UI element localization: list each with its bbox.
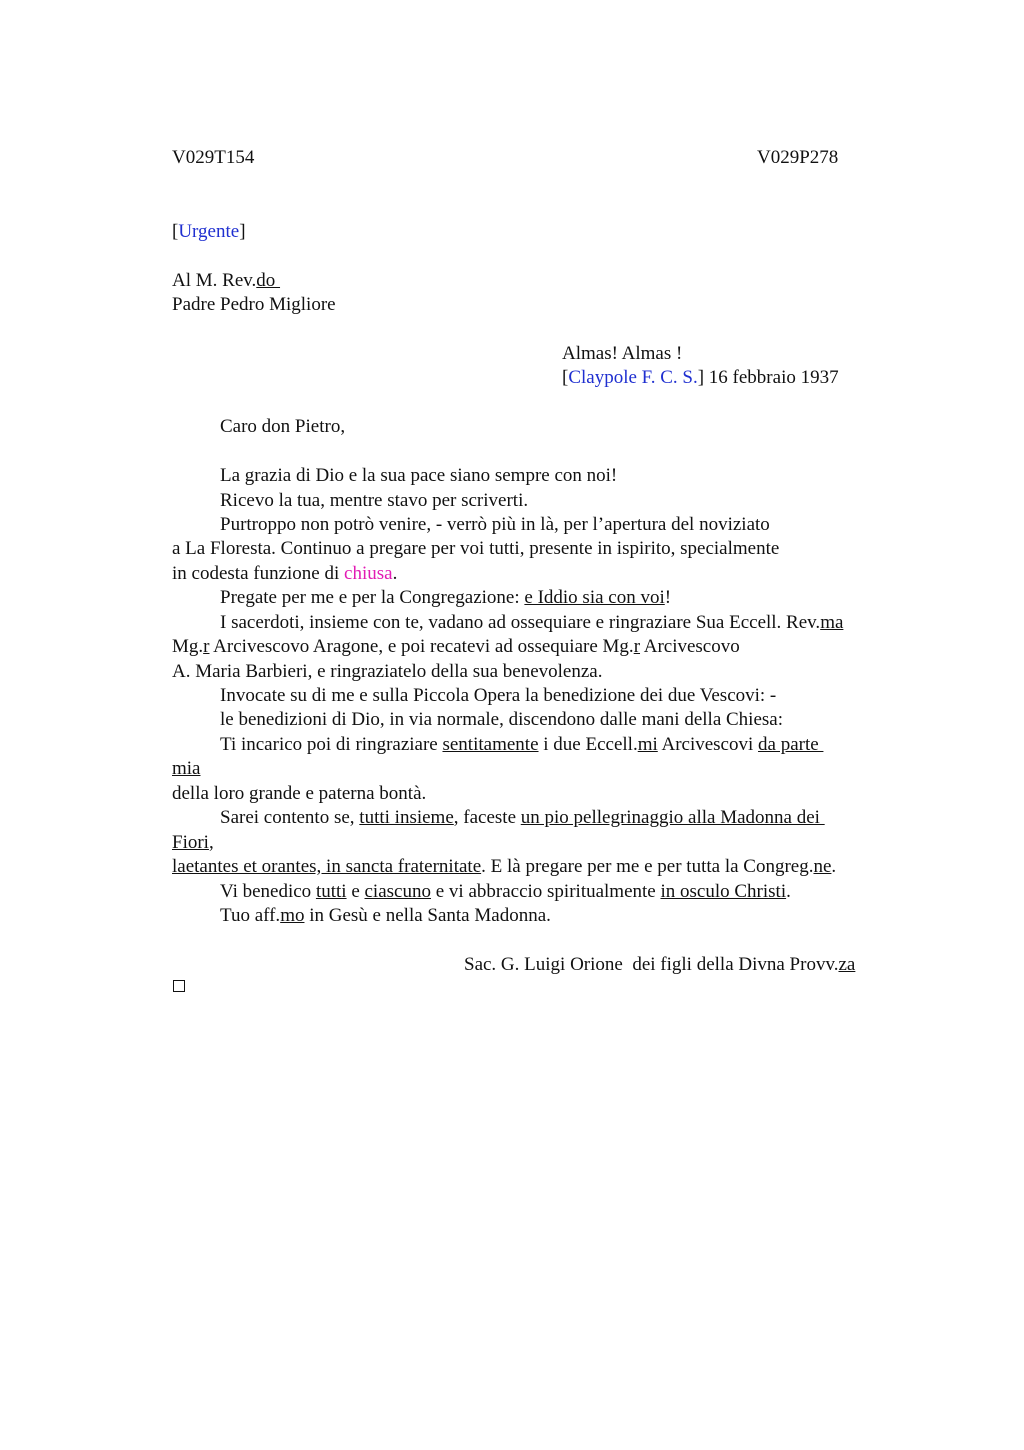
text-run: Arcivescovo xyxy=(640,636,740,657)
addressee-line-1 xyxy=(172,270,280,292)
underlined-text: za xyxy=(838,954,856,975)
underlined-text: laetantes et orantes, in sancta fraternitate xyxy=(172,856,482,877)
body-line xyxy=(220,587,671,609)
addressee-line-2: Padre Pedro Migliore xyxy=(172,294,336,315)
letter-date: 16 febbraio 1937 xyxy=(704,367,839,388)
underlined-text: mi xyxy=(637,734,658,755)
bracket-open: [ xyxy=(562,367,569,388)
underlined-text: mia xyxy=(172,758,201,779)
signature-text: Sac. G. Luigi Orione dei figli della Divna Provv. xyxy=(464,954,839,975)
urgent-note xyxy=(172,221,246,243)
body-line xyxy=(172,856,836,878)
text-run: i due Eccell. xyxy=(538,734,638,755)
underlined-text: tutti insieme xyxy=(359,807,454,828)
text-run: . E là pregare per me e per tutta la Congreg. xyxy=(481,856,814,877)
body-line xyxy=(220,612,843,634)
motto: Almas! Almas ! xyxy=(562,343,683,364)
underlined-text: tutti xyxy=(315,881,347,902)
text-run: , xyxy=(208,832,214,853)
doc-code-right: V029P278 xyxy=(757,147,839,168)
text-run: Ti incarico poi di ringraziare xyxy=(220,734,443,755)
checkbox-square-icon xyxy=(173,980,185,992)
underlined-text: ma xyxy=(820,612,844,633)
text-run: I sacerdoti, insieme con te, vadano ad ossequiare e ringraziare Sua Eccell. Rev. xyxy=(220,612,821,633)
underlined-text: r xyxy=(203,636,210,657)
text-run: ! xyxy=(664,587,672,608)
body-line: della loro grande e paterna bontà. xyxy=(172,783,427,804)
text-run: in codesta funzione di xyxy=(172,563,345,584)
text-run: Arcivescovo Aragone, e poi recatevi ad ossequiare Mg. xyxy=(209,636,634,657)
underlined-text: ciascuno xyxy=(364,881,431,902)
place-date xyxy=(562,367,839,389)
bracket-open: [ xyxy=(172,221,179,242)
underlined-text: sentitamente xyxy=(442,734,539,755)
text-run: . xyxy=(786,881,791,902)
text-run: in Gesù e nella Santa Madonna. xyxy=(304,905,551,926)
text-run: Tuo aff. xyxy=(220,905,281,926)
body-line: A. Maria Barbieri, e ringraziatelo della sua benevolenza. xyxy=(172,661,603,682)
text-run: Pregate per me e per la Congregazione: xyxy=(220,587,525,608)
highlighted-word: chiusa xyxy=(344,563,393,584)
underlined-text: un pio pellegrinaggio alla Madonna dei xyxy=(520,807,825,828)
place-name: Claypole F. C. S. xyxy=(568,367,698,388)
underlined-text: r xyxy=(633,636,641,657)
body-line xyxy=(172,832,214,854)
body-line xyxy=(172,636,740,658)
body-line xyxy=(172,758,201,780)
body-line xyxy=(220,807,825,829)
body-line: La grazia di Dio e la sua pace siano sempre con noi! xyxy=(220,465,618,486)
text-run: . xyxy=(831,856,837,877)
text-run: Arcivescovi xyxy=(657,734,759,755)
text-run: Sarei contento se, xyxy=(220,807,360,828)
underlined-text: mo xyxy=(280,905,305,926)
bracket-close: ] xyxy=(697,367,705,388)
body-line: le benedizioni di Dio, in via normale, discendono dalle mani della Chiesa: xyxy=(220,709,783,730)
text-run: e vi abbraccio spiritualmente xyxy=(430,881,661,902)
text-run: Vi benedico xyxy=(220,881,316,902)
body-line xyxy=(220,881,791,903)
text-run: e xyxy=(346,881,365,902)
underlined-text: ne xyxy=(813,856,832,877)
addressee-title-suffix: do xyxy=(256,270,281,291)
underlined-text: in osculo Christi xyxy=(660,881,787,902)
urgent-label: Urgente xyxy=(178,221,240,242)
addressee-title: Al M. Rev. xyxy=(172,270,257,291)
underlined-text: Fiori xyxy=(172,832,209,853)
text-run: , faceste xyxy=(453,807,521,828)
underlined-text: e Iddio sia con voi xyxy=(524,587,665,608)
body-line xyxy=(220,905,551,927)
body-line: a La Floresta. Continuo a pregare per voi tutti, presente in ispirito, specialmente xyxy=(172,538,780,559)
body-line xyxy=(172,563,397,585)
body-line xyxy=(220,734,823,756)
bracket-close: ] xyxy=(239,221,246,242)
body-line: Invocate su di me e sulla Piccola Opera la benedizione dei due Vescovi: - xyxy=(220,685,777,706)
doc-code-left: V029T154 xyxy=(172,147,255,168)
body-line: Purtroppo non potrò venire, - verrò più in là, per l’apertura del noviziato xyxy=(220,514,770,535)
underlined-text: da parte xyxy=(758,734,824,755)
text-run: . xyxy=(392,563,398,584)
signature xyxy=(464,954,855,976)
body-line: Ricevo la tua, mentre stavo per scriverti. xyxy=(220,490,529,511)
text-run: Mg. xyxy=(172,636,204,657)
salutation: Caro don Pietro, xyxy=(220,416,346,437)
